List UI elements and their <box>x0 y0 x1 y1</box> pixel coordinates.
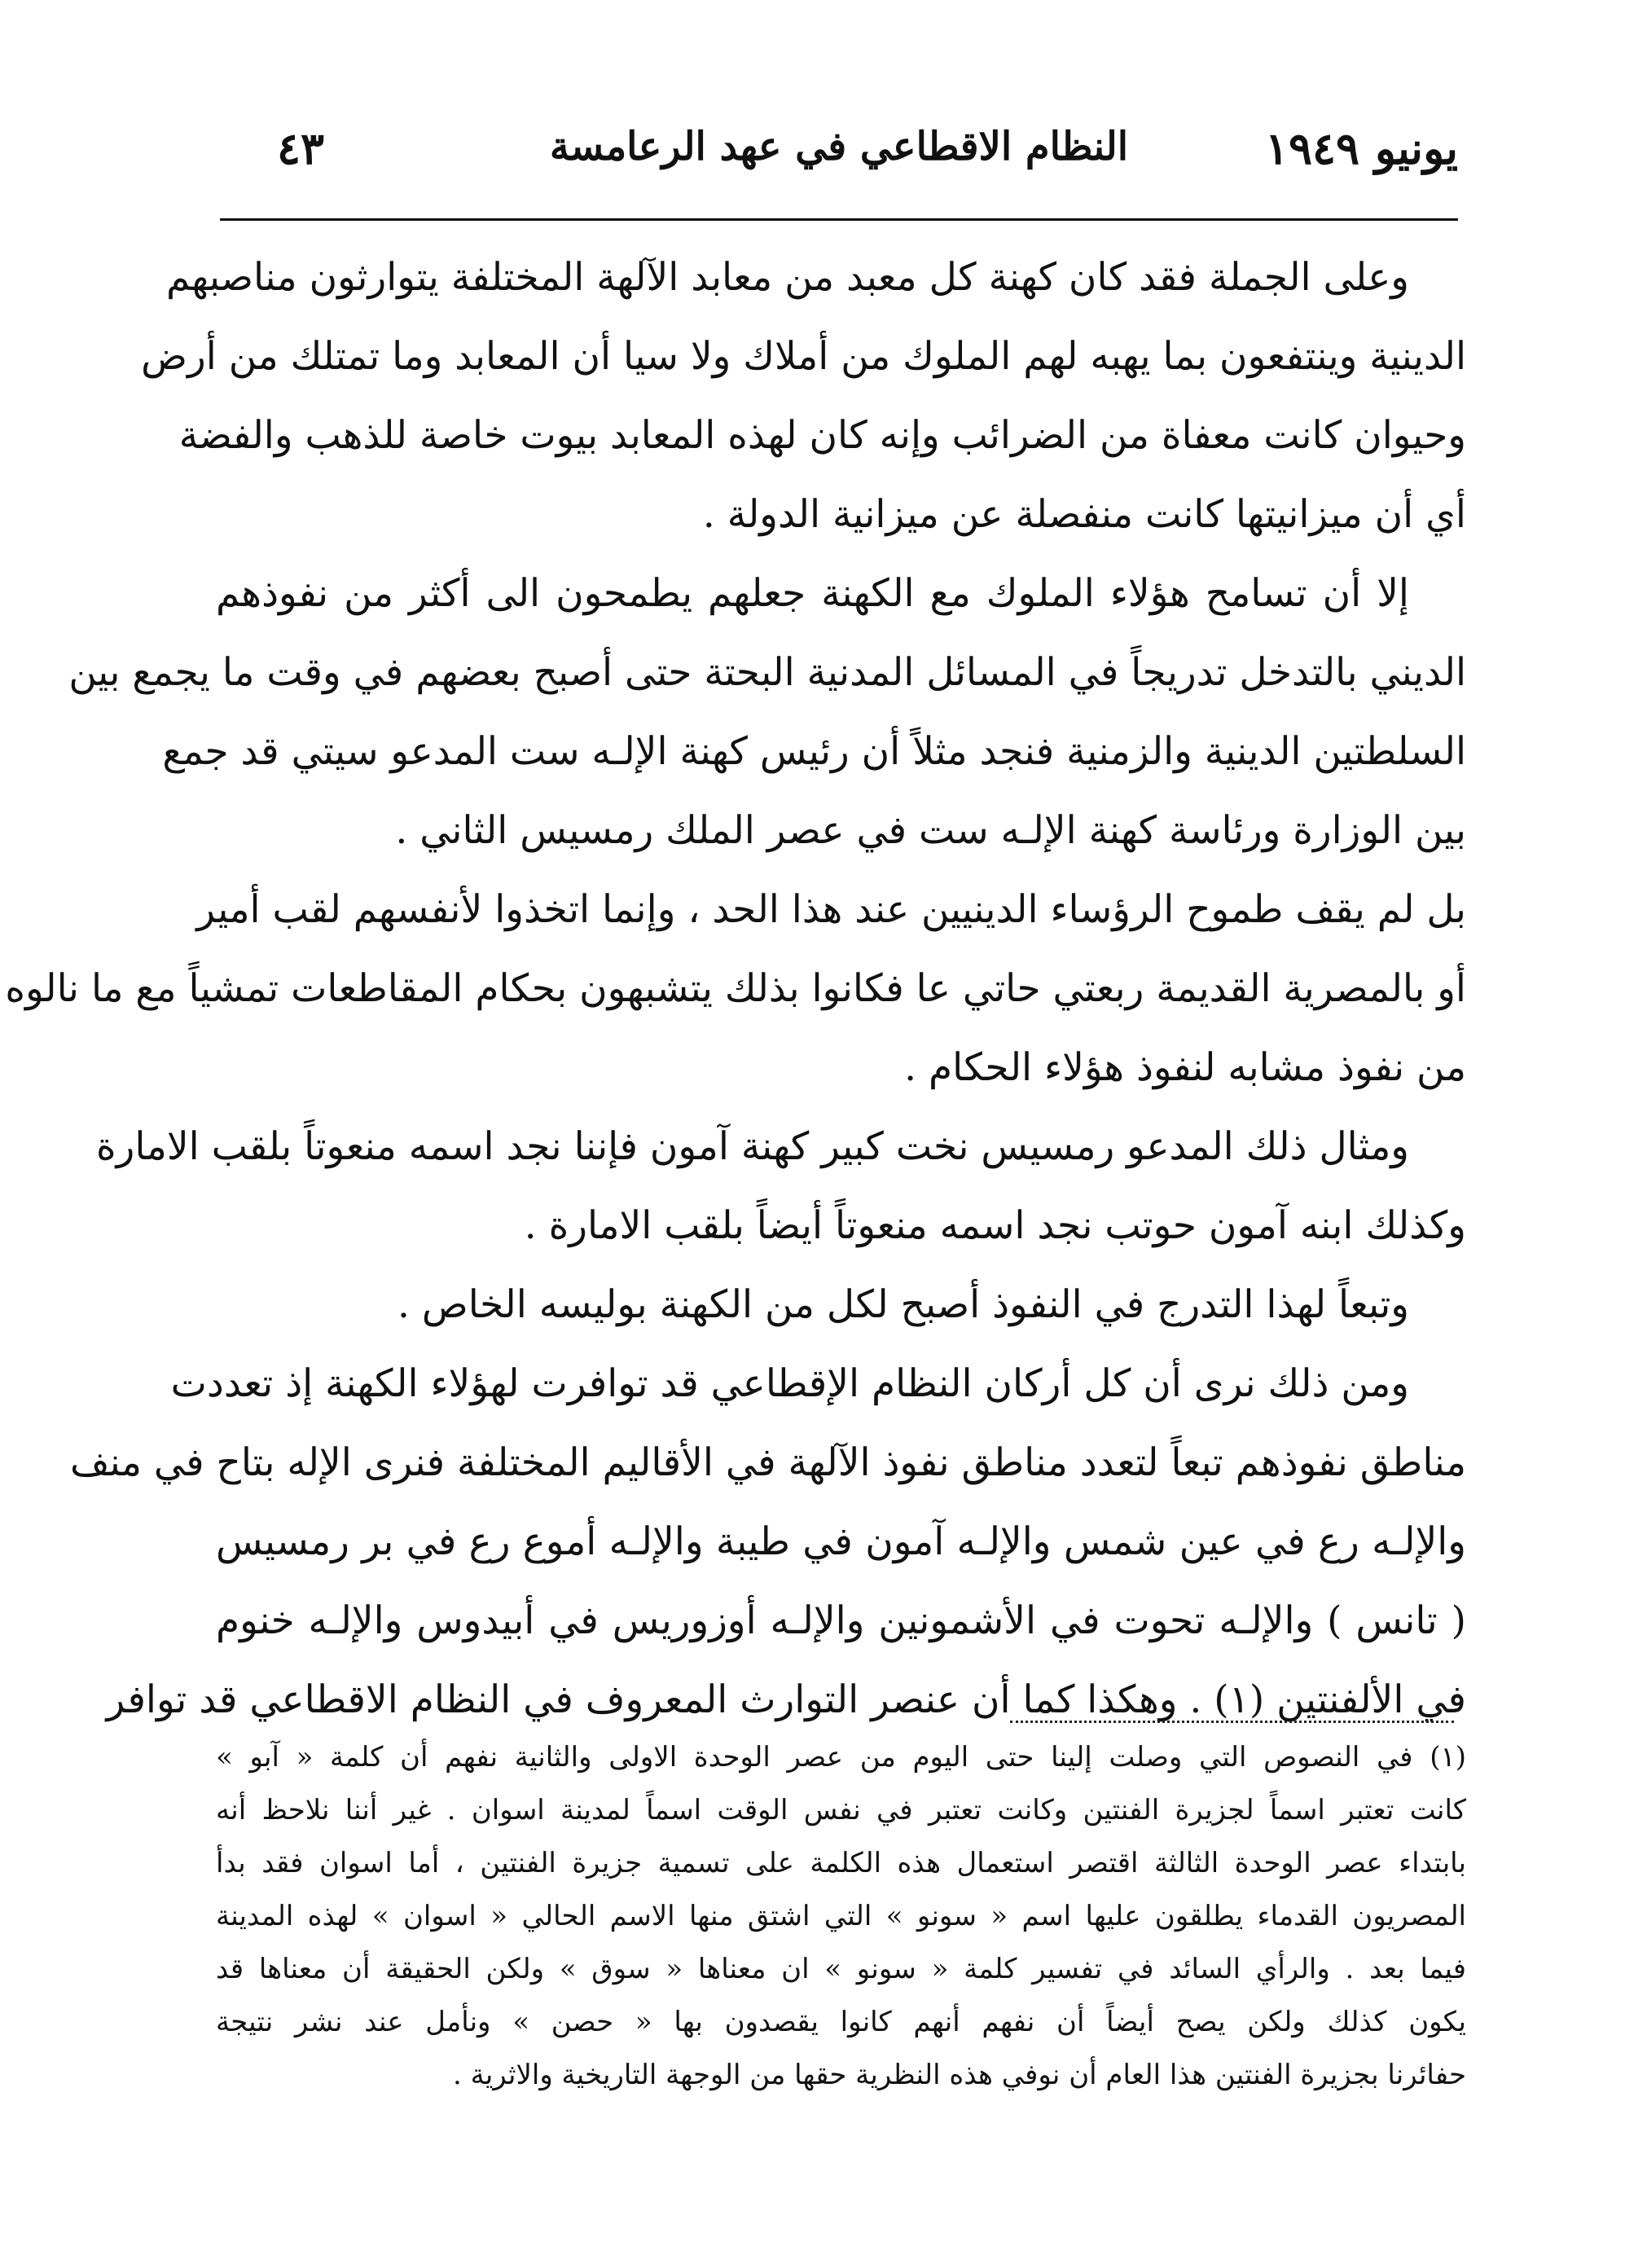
body-line: بين الوزارة ورئاسة كهنة الإلـه ست في عصر الملك رمسيس الثاني . <box>395 808 1466 853</box>
header-date: يونيو ١٩٤٩ <box>1265 122 1458 174</box>
footnotes <box>216 1731 1466 2102</box>
body-line: بل لم يقف طموح الرؤساء الدينيين عند هذا الحد ، وإنما اتخذوا لأنفسهم لقب أمير <box>196 887 1466 932</box>
body-line: السلطتين الدينية والزمنية فنجد مثلاً أن رئيس كهنة الإلـه ست المدعو سيتي قد جمع <box>162 729 1466 774</box>
body-line: من نفوذ مشابه لنفوذ هؤلاء الحكام . <box>904 1045 1466 1090</box>
header-divider <box>220 218 1458 221</box>
running-head <box>220 122 1458 187</box>
body-line: وتبعاً لهذا التدرج في النفوذ أصبح لكل من الكهنة بوليسه الخاص . <box>397 1282 1409 1327</box>
body-line: الدينية وينتفعون بما يهبه لهم الملوك من أملاك ولا سيا أن المعابد وما تمتلك من أرض <box>141 334 1466 379</box>
body-text <box>5 238 1466 1739</box>
footnote-line: كانت تعتبر اسماً لجزيرة الفنتين وكانت تعتبر في نفس الوقت اسماً لمدينة اسوان . غير أننا نلاحظ أنه <box>216 1794 1466 1826</box>
body-line: الديني بالتدخل تدريجاً في المسائل المدنية البحتة حتى أصبح بعضهم في وقت ما يجمع بين <box>68 650 1466 695</box>
footnote-line: (١) في النصوص التي وصلت إلينا حتى اليوم من عصر الوحدة الاولى والثانية نفهم أن كلمة « آبو » <box>216 1741 1466 1774</box>
footnote-line: بابتداء عصر الوحدة الثالثة اقتصر استعمال هذه الكلمة على تسمية جزيرة الفنتين ، أما اسوان فقد بدأ <box>216 1847 1466 1879</box>
footnote-line: حفائرنا بجزيرة الفنتين هذا العام أن نوفي هذه النظرية حقها من الوجهة التاريخية والاثرية . <box>452 2059 1466 2091</box>
body-line: ( تانس ) والإلـه تحوت في الأشمونين والإلـه أوزوريس في أبيدوس والإلـه خنوم <box>216 1598 1466 1643</box>
body-line: وكذلك ابنه آمون حوتب نجد اسمه منعوتاً أيضاً بلقب الامارة . <box>524 1203 1466 1248</box>
page-number: ٤٣ <box>277 122 325 174</box>
body-line: أو بالمصرية القديمة ربعتي حاتي عا فكانوا بذلك يتشبهون بحكام المقاطعات تمشياً مع ما نالوه <box>5 966 1466 1011</box>
body-line: في الألفنتين (١) . وهكذا كما أن عنصر التوارث المعروف في النظام الاقطاعي قد توافر <box>106 1677 1466 1722</box>
header-title: النظام الاقطاعي في عهد الرعامسة <box>549 124 1129 169</box>
body-line: ومثال ذلك المدعو رمسيس نخت كبير كهنة آمون فإننا نجد اسمه منعوتاً بلقب الامارة <box>96 1124 1409 1169</box>
footnote-divider <box>1010 1721 1454 1723</box>
body-line: والإلـه رع في عين شمس والإلـه آمون في طيبة والإلـه أموع رع في بر رمسيس <box>216 1519 1466 1564</box>
body-line: ومن ذلك نرى أن كل أركان النظام الإقطاعي قد توافرت لهؤلاء الكهنة إذ تعددت <box>170 1361 1409 1406</box>
footnote-line: يكون كذلك ولكن يصح أيضاً أن نفهم أنهم كانوا يقصدون بها « حصن » ونأمل عند نشر نتيجة <box>216 2006 1466 2038</box>
body-line: مناطق نفوذهم تبعاً لتعدد مناطق نفوذ الآلهة في الأقاليم المختلفة فنرى الإله بتاح في منف <box>69 1440 1466 1485</box>
body-line: وحيوان كانت معفاة من الضرائب وإنه كان لهذه المعابد بيوت خاصة للذهب والفضة <box>178 413 1466 458</box>
body-line: وعلى الجملة فقد كان كهنة كل معبد من معابد الآلهة المختلفة يتوارثون مناصبهم <box>165 255 1409 300</box>
body-line: أي أن ميزانيتها كانت منفصلة عن ميزانية الدولة . <box>702 492 1466 537</box>
footnote-line: فيما بعد . والرأي السائد في تفسير كلمة « سونو » ان معناها « سوق » ولكن الحقيقة أن معناها قد <box>216 1953 1466 1985</box>
body-line: إلا أن تسامح هؤلاء الملوك مع الكهنة جعلهم يطمحون الى أكثر من نفوذهم <box>216 571 1409 616</box>
footnote-line: المصريون القدماء يطلقون عليها اسم « سونو » التي اشتق منها الاسم الحالي « اسوان » لهذه المدينة <box>216 1900 1466 1932</box>
